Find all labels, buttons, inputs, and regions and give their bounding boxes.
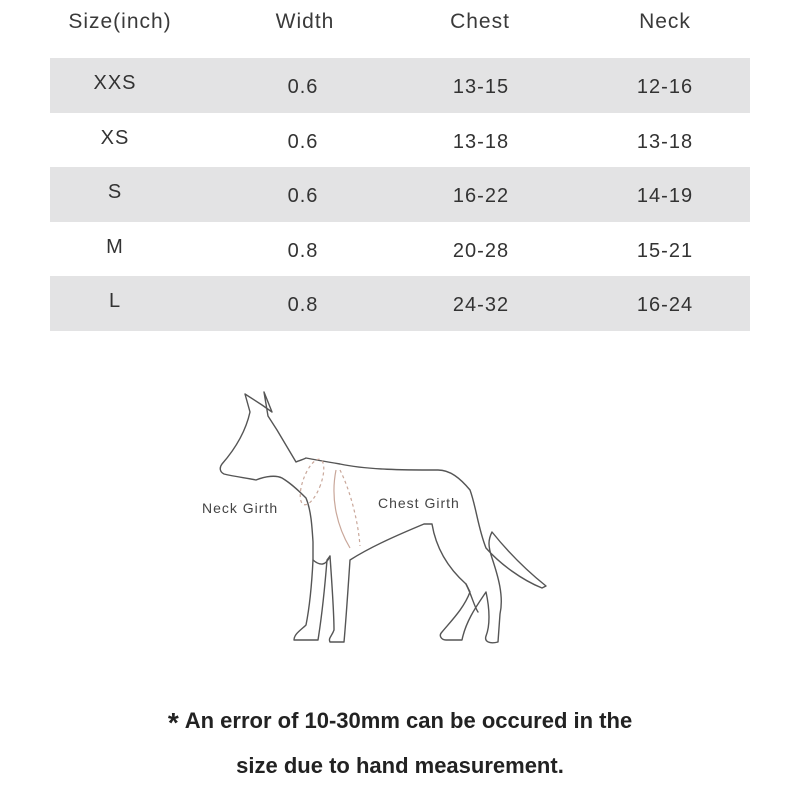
size-cell: XS bbox=[100, 126, 130, 149]
size-cell: XXS bbox=[93, 72, 137, 94]
header-size: Size(inch) bbox=[68, 10, 172, 33]
chest-cell: 13-15 bbox=[452, 76, 510, 98]
chest-cell: 16-22 bbox=[452, 185, 510, 207]
table-row bbox=[50, 276, 750, 331]
width-cell: 0.6 bbox=[287, 185, 319, 207]
chest-cell: 24-32 bbox=[452, 294, 510, 316]
header-width: Width bbox=[275, 10, 335, 33]
neck-girth-label: Neck Girth bbox=[202, 500, 279, 516]
note-text-1: An error of 10-30mm can be occured in the bbox=[184, 708, 633, 733]
table-header bbox=[50, 0, 750, 50]
size-table bbox=[50, 58, 750, 331]
header-neck: Neck bbox=[639, 10, 691, 33]
table-row bbox=[50, 113, 750, 168]
table-row bbox=[50, 167, 750, 222]
neck-cell: 16-24 bbox=[636, 294, 694, 316]
neck-cell: 12-16 bbox=[636, 76, 694, 98]
neck-cell: 15-21 bbox=[636, 239, 694, 262]
table-row bbox=[50, 222, 750, 277]
size-cell: M bbox=[106, 235, 124, 258]
neck-cell: 14-19 bbox=[636, 185, 694, 207]
chest-cell: 20-28 bbox=[452, 239, 510, 262]
chest-cell: 13-18 bbox=[452, 130, 510, 153]
table-row bbox=[50, 58, 750, 113]
size-cell: L bbox=[108, 290, 122, 312]
measurement-note-line1 bbox=[0, 707, 800, 739]
header-chest: Chest bbox=[450, 10, 510, 33]
neck-cell: 13-18 bbox=[636, 130, 694, 153]
asterisk: * bbox=[167, 707, 179, 738]
width-cell: 0.6 bbox=[287, 76, 319, 98]
measurement-note-line2: size due to hand measurement. bbox=[236, 753, 564, 778]
width-cell: 0.8 bbox=[287, 239, 319, 262]
width-cell: 0.8 bbox=[287, 294, 319, 316]
size-cell: S bbox=[107, 181, 123, 203]
chest-girth-label: Chest Girth bbox=[378, 495, 460, 511]
width-cell: 0.6 bbox=[287, 130, 319, 153]
